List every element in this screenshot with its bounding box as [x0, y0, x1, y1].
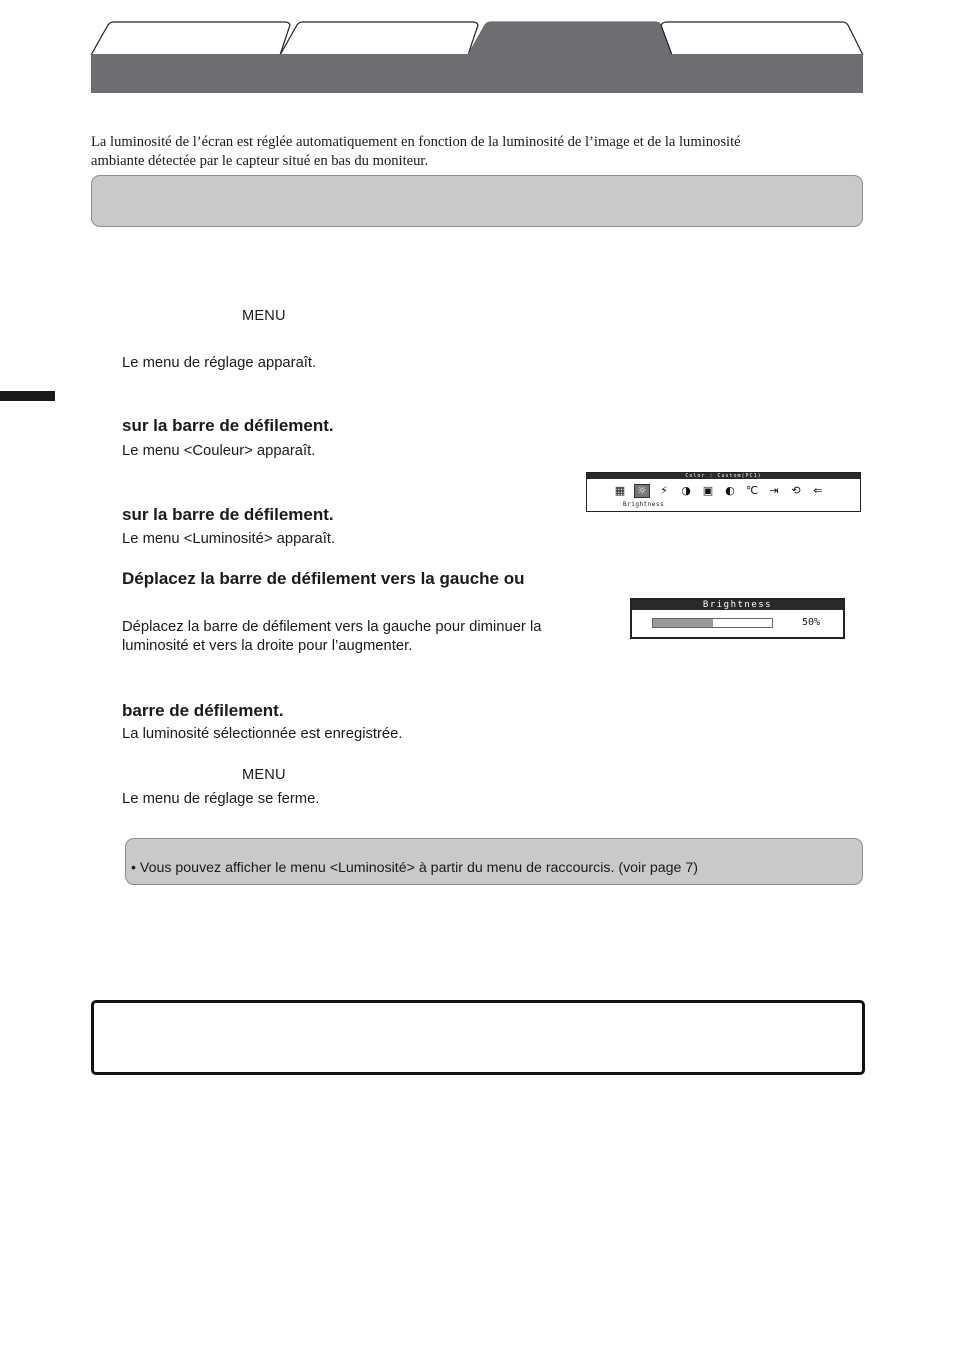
return-icon: ⇐ [813, 484, 823, 497]
menu-key-label-2: MENU [242, 767, 286, 783]
brightness-value: 50% [802, 617, 821, 628]
note-text: • Vous pouvez afficher le menu <Luminosité> à partir du menu de raccourcis. (voir page 7) [131, 860, 698, 876]
osd-color-icon-row [613, 485, 825, 497]
contrast-icon: ◑ [681, 484, 691, 497]
osd-color-caption: Brightness [623, 501, 665, 508]
info-heading-box [91, 175, 863, 227]
step-menu-appears: Le menu de réglage apparaît. [122, 355, 317, 371]
section-tabs [90, 21, 865, 57]
header-bar [91, 54, 863, 93]
tab-3-active[interactable] [468, 22, 672, 55]
brightness-slider[interactable] [652, 618, 773, 628]
osd-brightness-menu [630, 598, 845, 639]
step-move-bar-heading: Déplacez la barre de défilement vers la gauche ou [122, 569, 525, 588]
monitor-icon: ▣ [702, 484, 714, 497]
wand-icon: ⚡ [660, 484, 668, 497]
brightness-slider-fill [653, 619, 713, 627]
step-move-bar-desc-2: luminosité et vers la droite pour l’augmenter. [122, 638, 413, 654]
step-color-menu-appears: Le menu <Couleur> apparaît. [122, 443, 316, 459]
step-move-bar-desc-1: Déplacez la barre de défilement vers la gauche pour diminuer la [122, 619, 542, 635]
tab-2[interactable] [280, 22, 478, 55]
menu-key-label: MENU [242, 308, 286, 324]
intro-line-1: La luminosité de l’écran est réglée automatiquement en fonction de la luminosité de l’image et de la luminosité [91, 134, 741, 150]
intro-paragraph [91, 133, 851, 171]
step-brightness-menu-appears: Le menu <Luminosité> apparaît. [122, 531, 336, 547]
sun-icon: ☼ [635, 485, 649, 497]
osd-color-title: Color : Custom(PC1) [587, 473, 860, 479]
monitor-grid-icon: ▦ [614, 484, 626, 497]
step-scroll-heading-2: sur la barre de défilement. [122, 505, 334, 524]
arrow-right-icon: ⇥ [769, 484, 779, 497]
side-marker [0, 391, 55, 401]
step-bar-heading: barre de défilement. [122, 701, 284, 720]
circles-icon: ◐ [725, 484, 735, 497]
loop-icon: ⟲ [791, 484, 801, 497]
thermometer-k-icon: ℃ [745, 484, 759, 497]
osd-brightness-title: Brightness [632, 600, 843, 610]
outlined-notice-box [91, 1000, 865, 1075]
tab-1[interactable] [91, 22, 290, 55]
tab-4[interactable] [661, 22, 863, 55]
step-menu-closes: Le menu de réglage se ferme. [122, 791, 320, 807]
osd-color-menu [586, 472, 861, 512]
intro-line-2: ambiante détectée par le capteur situé en bas du moniteur. [91, 153, 429, 169]
step-saved: La luminosité sélectionnée est enregistrée. [122, 726, 403, 742]
step-scroll-heading-1: sur la barre de défilement. [122, 416, 334, 435]
